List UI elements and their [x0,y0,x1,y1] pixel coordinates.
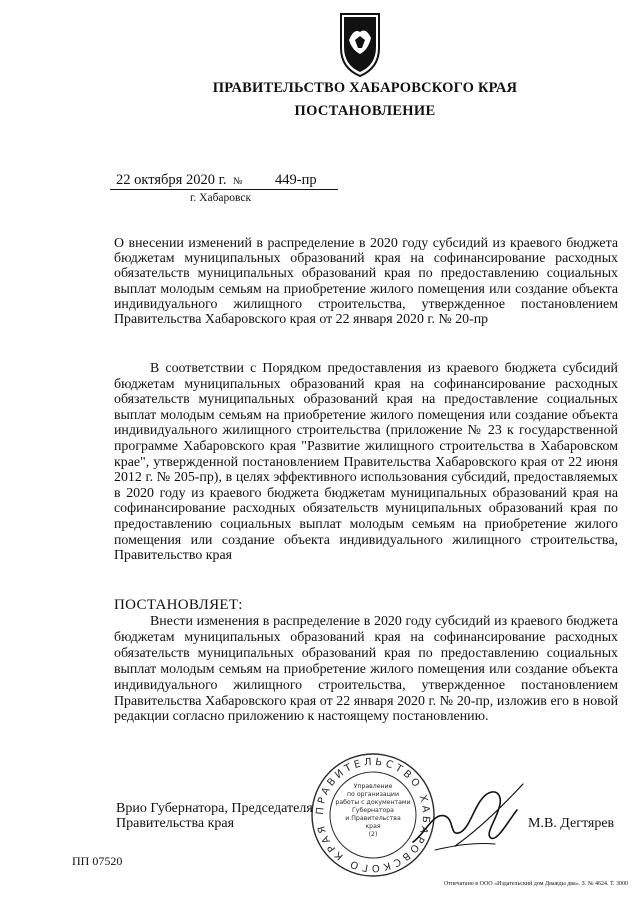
stamp-line: Управление [353,783,393,790]
handwritten-signature [405,772,530,862]
coat-of-arms-emblem [335,10,385,80]
stamp-line: по организации [347,791,399,798]
document-city: г. Хабаровск [190,192,252,204]
resolution-item: Внести изменения в распределение в 2020 году субсидий из краевого бюджета бюджетам муниципальных образований края на софинансирование расходных обязательств муниципальных образований края по предоставлению социальных выплат молодым семьям на приобретение жилого помещения или создание объекта индивидуального жилищного строительства, утвержденное постановлением Правительства Хабаровского края от 22 января 2020 г. № 20-пр, изложив его в новой редакции согласно приложению к настоящему постановлению. [114,614,618,725]
stamp-line: края [365,823,381,830]
stamp-line: Губернатора [352,807,394,814]
stamp-line: работы с документами [335,799,411,806]
document-number: 449-пр [275,172,317,188]
stamp-line: и Правительства [345,815,401,822]
stamp-line: (2) [368,831,378,838]
signatory-position [116,801,313,831]
signatory-position-line1: Врио Губернатора, Председателя [116,801,313,816]
document-date: 22 октября 2020 г. [116,172,227,188]
number-sign: № [233,176,243,187]
document-subject: О внесении изменений в распределение в 2020 году субсидий из краевого бюджета бюджетам муниципальных образований края на софинансирование расходных обязательств муниципальных образований края по предоставлению социальных выплат молодым семьям на приобретение жилого помещения или создание объекта индивидуального жилищного строительства, утвержденное постановлением Правительства Хабаровского края от 22 января 2020 г. № 20-пр [114,236,618,328]
legal-basis-paragraph: В соответствии с Порядком предоставления из краевого бюджета субсидий бюджетам муниципальных образований края на софинансирование расходных обязательств муниципальных образований края на предоставление социальных выплат молодым семьям на приобретение жилого помещения или создание объекта индивидуального жилищного строительства (приложение № 23 к государственной программе Хабаровского края "Развитие жилищного строительства в Хабаровском крае", утвержденной постановлением Правительства Хабаровского края от 22 июня 2012 г. № 205-пр), в целях эффективного использования субсидий, предоставляемых в 2020 году из краевого бюджета бюджетам муниципальных образований края на софинансирование расходных обязательств муниципальных образований края по предоставлению социальных выплат молодым семьям на приобретение жилого помещения или создание объекта индивидуального жилищного строительства, Правительство края [114,361,618,564]
resolves-heading: ПОСТАНОВЛЯЕТ: [114,597,243,613]
date-underline [110,189,338,190]
printer-note: Отпечатано в ООО «Издательский дом Дважды два». З. № 4624. Т. 3000 [444,881,629,887]
document-type: ПОСТАНОВЛЕНИЕ [294,103,436,119]
signatory-name: М.В. Дегтярев [528,816,615,831]
stamp-ring-text: ПРАВИТЕЛЬСТВО ХАБАРОВСКОГО КРАЯ [314,756,432,874]
signatory-position-line2: Правительства края [116,816,235,831]
footer-code: ПП 07520 [72,854,123,868]
organization-name: ПРАВИТЕЛЬСТВО ХАБАРОВСКОГО КРАЯ [212,80,518,96]
